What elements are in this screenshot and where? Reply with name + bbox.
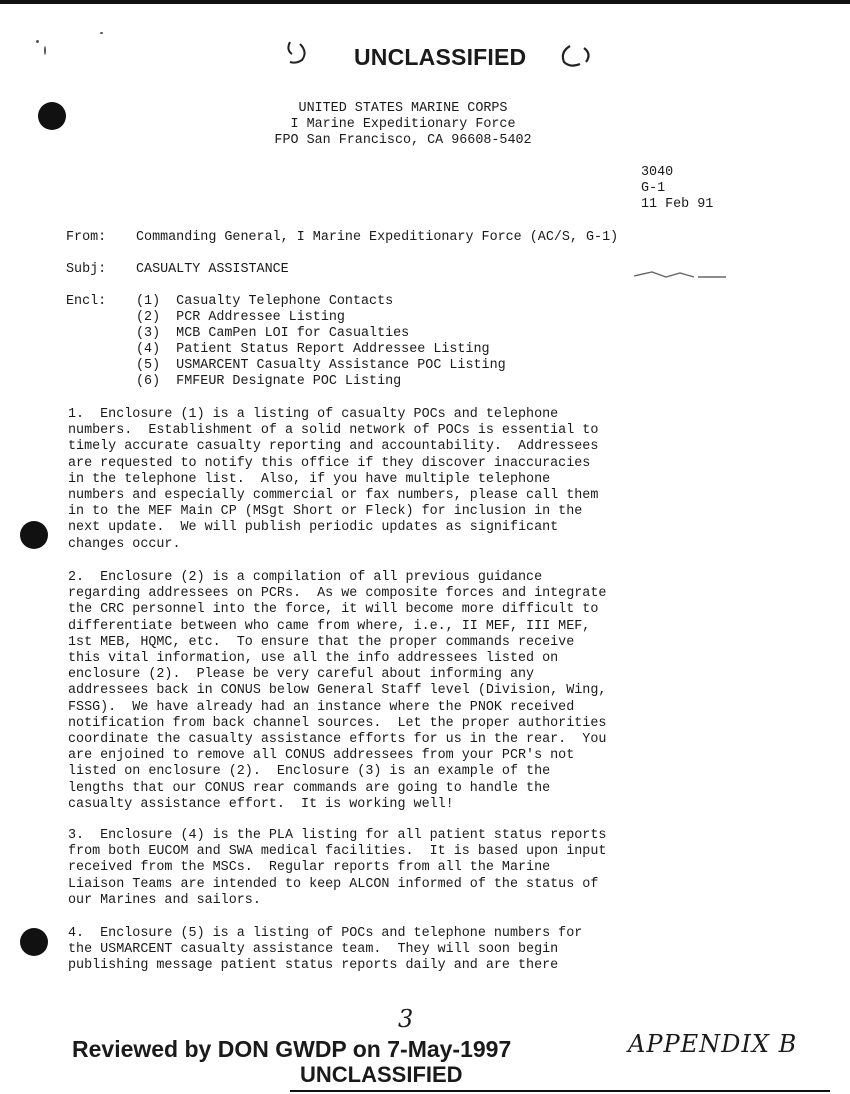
punch-hole-bottom (20, 928, 48, 956)
subj-value: CASUALTY ASSISTANCE (136, 262, 289, 277)
scribble-mark-left (284, 38, 324, 68)
page-number: 3 (398, 1005, 414, 1033)
scan-speck (36, 40, 39, 43)
footer-underline (290, 1090, 830, 1092)
paragraph-4: 4. Enclosure (5) is a listing of POCs and telephone numbers for the USMARCENT casualty assistance team. They will soon begin publishing message patient status reports daily and are there (68, 926, 583, 974)
punch-hole-middle (20, 521, 48, 549)
encl-item-3: (3) MCB CamPen LOI for Casualties (136, 326, 410, 341)
reference-code: G-1 (641, 181, 666, 196)
top-border-line (0, 0, 850, 4)
encl-item-2: (2) PCR Addressee Listing (136, 310, 345, 325)
letterhead-line-3: FPO San Francisco, CA 96608-5402 (274, 133, 532, 148)
reviewed-stamp: Reviewed by DON GWDP on 7-May-1997 (72, 1036, 512, 1062)
reference-ssic: 3040 (641, 165, 674, 180)
encl-item-4: (4) Patient Status Report Addressee Listing (136, 342, 490, 357)
scribble-mark-right (556, 40, 600, 72)
scribble-mark-subj (632, 268, 728, 282)
paragraph-2: 2. Enclosure (2) is a compilation of all previous guidance regarding addressees on PCRs. As we composite forces and integrate the CRC personnel into the force, it will become more difficult to differentiate between who came from where, i.e., II MEF, III MEF, 1st MEB, HQMC, etc. To ensure that the proper commands receive this vital information, use all the info addressees listed on enclosure (2). Please be very careful about informing any addressees back in CONUS below General Staff level (Division, Wing, FSSG). We have already had an instance where the PNOK received notification from back channel sources. Let the proper authorities coordinate the casualty assistance efforts for us in the rear. You are enjoined to remove all CONUS addressees from your PCR's not listed on enclosure (2). Enclosure (3) is an example of the lengths that our CONUS rear commands are going to handle the casualty assistance effort. It is working well! (68, 570, 607, 812)
encl-label: Encl: (66, 294, 107, 309)
encl-item-1: (1) Casualty Telephone Contacts (136, 294, 394, 309)
paragraph-1: 1. Enclosure (1) is a listing of casualty POCs and telephone numbers. Establishment of a solid network of POCs is essential to timely accurate casualty reporting and accountability. Addressees are requested to notify this office if they discover inaccuracies in the telephone list. Also, if you have multiple telephone numbers and especially commercial or fax numbers, please call them in to the MEF Main CP (MSgt Short or Fleck) for inclusion in the next update. We will publish periodic updates as significant changes occur. (68, 407, 599, 552)
scan-speck (44, 46, 46, 55)
subj-label: Subj: (66, 262, 107, 277)
classification-bottom: UNCLASSIFIED (300, 1062, 463, 1087)
from-value: Commanding General, I Marine Expeditionary Force (AC/S, G-1) (136, 230, 619, 245)
from-label: From: (66, 230, 107, 245)
letterhead-line-2: I Marine Expeditionary Force (290, 117, 516, 132)
encl-item-6: (6) FMFEUR Designate POC Listing (136, 374, 402, 389)
letterhead-line-1: UNITED STATES MARINE CORPS (298, 101, 508, 116)
handwritten-appendix-note: APPENDIX B (628, 1030, 798, 1058)
scan-speck (100, 32, 103, 34)
classification-top: UNCLASSIFIED (354, 44, 527, 70)
encl-item-5: (5) USMARCENT Casualty Assistance POC Listing (136, 358, 506, 373)
reference-date: 11 Feb 91 (641, 197, 714, 212)
paragraph-3: 3. Enclosure (4) is the PLA listing for all patient status reports from both EUCOM and SWA medical facilities. It is based upon input received from the MSCs. Regular reports from all the Marine Liaison Teams are intended to keep ALCON informed of the status of our Marines and sailors. (68, 828, 607, 908)
